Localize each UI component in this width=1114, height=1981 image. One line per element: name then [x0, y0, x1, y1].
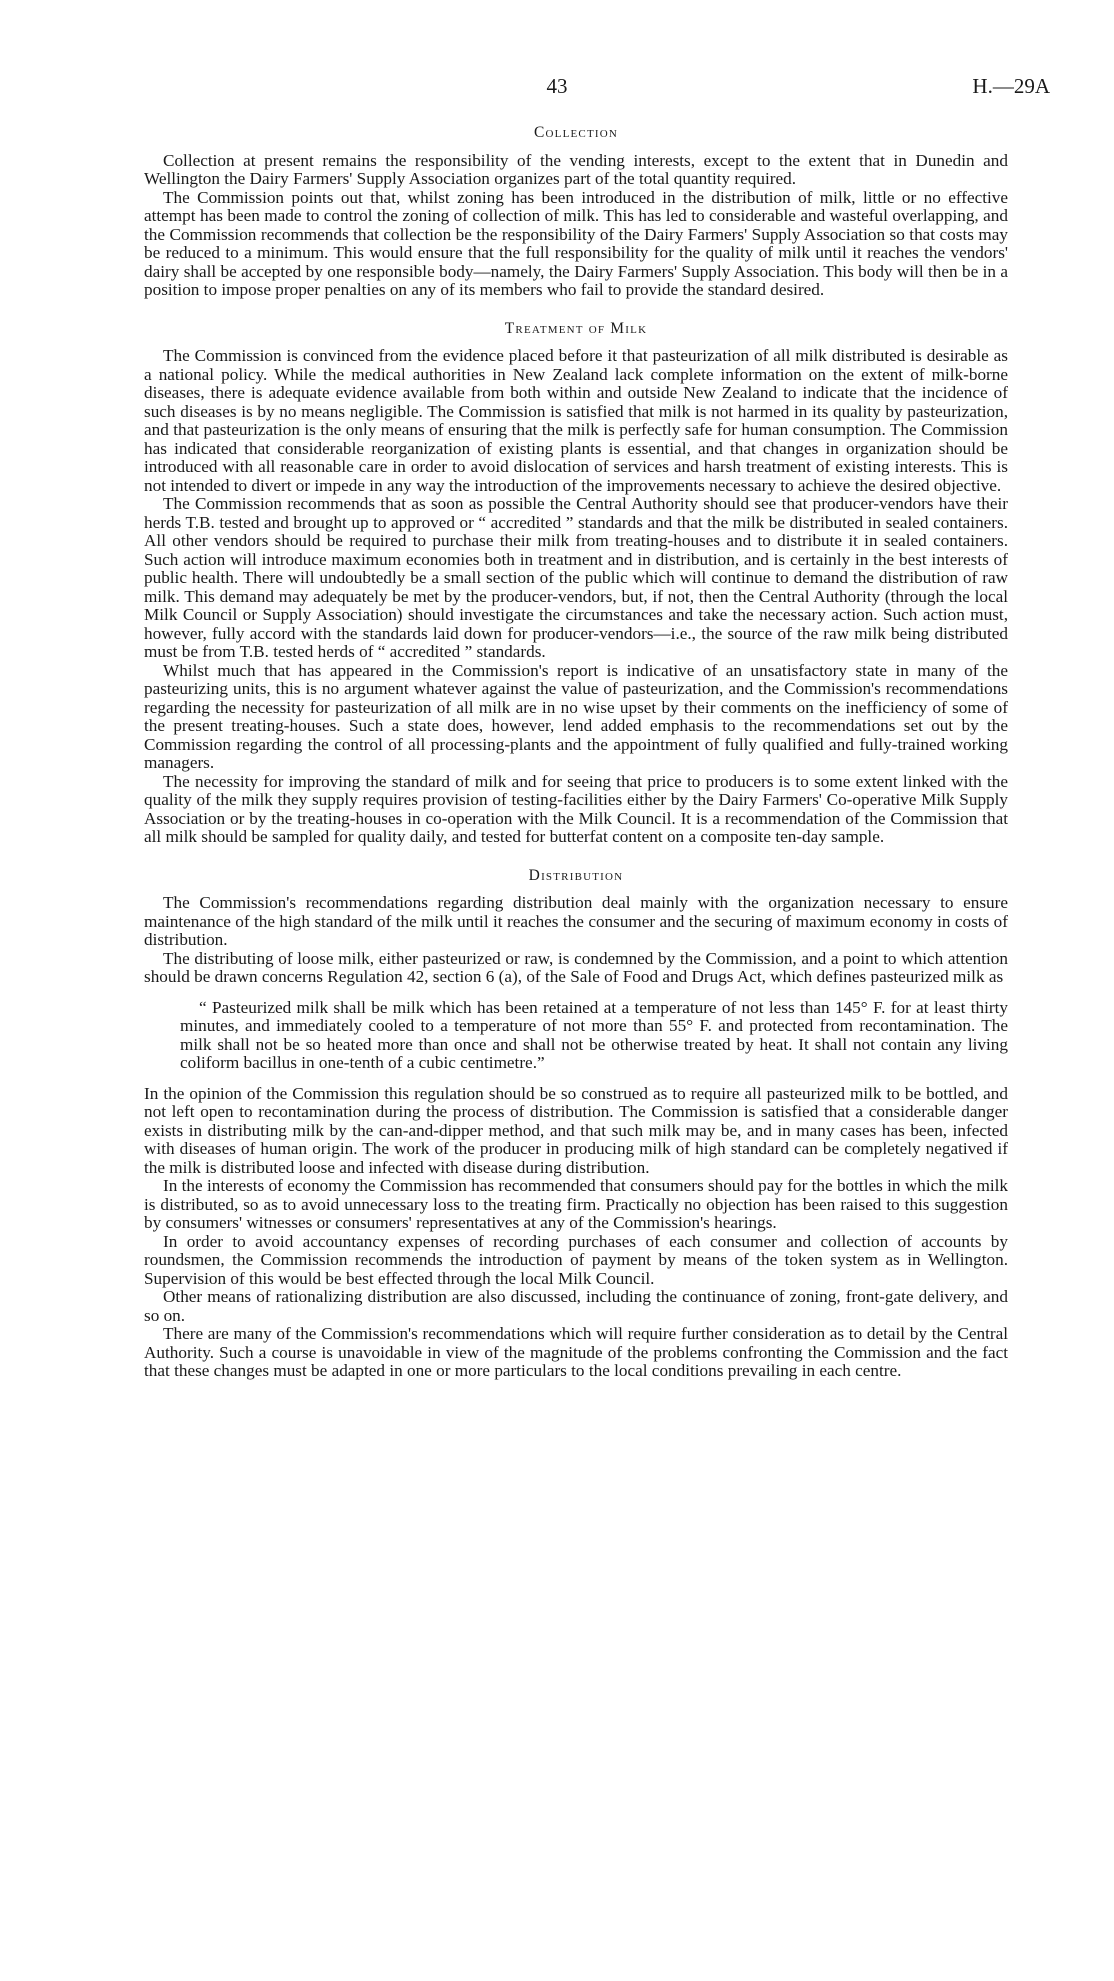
paragraph: The distributing of loose milk, either pasteurized or raw, is condemned by the Commission, and a point to which attention should be drawn concerns Regulation 42, section 6 (a), of the Sale of Food and Drugs Act, which defines pasteurized milk as [144, 948, 1008, 986]
regulation-quote [180, 999, 1008, 1073]
paragraph: There are many of the Commission's recommendations which will require further consideration as to detail by the Central Authority. Such a course is unavoidable in view of the magnitude of the problems confronting the Commission and the fact that these changes must be adapted in one or more particulars to the local conditions prevailing in each centre. [144, 1324, 1008, 1380]
quote-text: “ Pasteurized milk shall be milk which has been retained at a temperature of not less than 145° F. for at least thirty minutes, and immediately cooled to a temperature of not more than 55° F. and protected from recontamination. The milk shall not be so heated more than once and shall not be otherwise treated by heat. It shall not contain any living coliform bacillus in one-tenth of a cubic centimetre.” [180, 997, 1008, 1072]
paragraph: In the interests of economy the Commission has recommended that consumers should pay for the bottles in which the milk is distributed, so as to avoid unnecessary loss to the treating firm. Practically no objection has been raised to this suggestion by consumers' witnesses or consumers' representatives at any of the Commission's hearings. [144, 1176, 1008, 1232]
page-number: 43 [546, 74, 568, 98]
paragraph: The Commission points out that, whilst zoning has been introduced in the distribution of milk, little or no effective attempt has been made to control the zoning of collection of milk. This has led to considerable and wasteful overlapping, and the Commission recommends that collection be the responsibility of the Dairy Farmers' Supply Association so that costs may be reduced to a minimum. This would ensure that the full responsibility for the quality of milk until it reaches the vendors' dairy shall be accepted by one responsible body—namely, the Dairy Farmers' Supply Association. This body will then be in a position to impose proper penalties on any of its members who fail to provide the standard desired. [144, 187, 1008, 299]
paragraph: Other means of rationalizing distribution are also discussed, including the continuance of zoning, front-gate delivery, and so on. [144, 1287, 1008, 1325]
section-treatment-of-milk [144, 320, 1008, 847]
paragraph: The necessity for improving the standard of milk and for seeing that price to producers is to some extent linked with the quality of the milk they supply requires provision of testing-facilities either by the Dairy Farmers' Co-operative Milk Supply Association or by the treating-houses in co-operation with the Milk Council. It is a recommendation of the Commission that all milk should be sampled for quality daily, and tested for butterfat content on a composite ten-day sample. [144, 771, 1008, 846]
paragraph: Collection at present remains the responsibility of the vending interests, except to the extent that in Dunedin and Wellington the Dairy Farmers' Supply Association organizes part of the total quantity required. [144, 150, 1008, 188]
paragraph: The Commission recommends that as soon as possible the Central Authority should see that producer-vendors have their herds T.B. tested and brought up to approved or “ accredited ” standards and that the milk be distributed in sealed containers. All other vendors should be required to purchase their milk from treating-houses and to distribute it in sealed containers. Such action will introduce maximum economies both in treatment and in distribution, and is certainly in the best interests of public health. There will undoubtedly be a small section of the public which will continue to demand the distribution of raw milk. This demand may adequately be met by the producer-vendors, but, if not, then the Central Authority (through the local Milk Council or Supply Association) should investigate the circumstances and take the necessary action. Such action must, however, fully accord with the standards laid down for producer-vendors—i.e., the source of the raw milk being distributed must be from T.B. tested herds of “ accredited ” standards. [144, 494, 1008, 661]
section-heading: Distribution [528, 866, 624, 884]
document-reference: H.—29A [972, 74, 1050, 98]
paragraph: Whilst much that has appeared in the Commission's report is indicative of an unsatisfactory state in many of the pasteurizing units, this is no argument whatever against the value of pasteurization, and the Commission's recommendations regarding the necessity for pasteurization of all milk are in no wise upset by their comments on the inefficiency of some of the present treating-houses. Such a state does, however, lend added emphasis to the recommendations set out by the Commission regarding the control of all processing-plants and the appointment of fully qualified and fully-trained working managers. [144, 660, 1008, 772]
page-body [144, 124, 1008, 1381]
section-collection [144, 124, 1008, 300]
paragraph: The Commission's recommendations regarding distribution deal mainly with the organization necessary to ensure maintenance of the high standard of the milk until it reaches the consumer and the securing of maximum economy in costs of distribution. [144, 893, 1008, 949]
paragraph: In the opinion of the Commission this regulation should be so construed as to require all pasteurized milk to be bottled, and not left open to recontamination during the process of distribution. The Commission is satisfied that a considerable danger exists in distributing milk by the can-and-dipper method, and that such milk may be, and in many cases has been, infected with diseases of human origin. The work of the producer in producing milk of high standard can be completely negatived if the milk is distributed loose and infected with disease during distribution. [144, 1083, 1008, 1177]
section-distribution [144, 867, 1008, 1381]
paragraph: In order to avoid accountancy expenses of recording purchases of each consumer and collection of accounts by roundsmen, the Commission recommends the introduction of payment by means of the token system as in Wellington. Supervision of this would be best effected through the local Milk Council. [144, 1231, 1008, 1288]
paragraph: The Commission is convinced from the evidence placed before it that pasteurization of all milk distributed is desirable as a national policy. While the medical authorities in New Zealand lack complete information on the extent of milk-borne diseases, there is adequate evidence available from both within and outside New Zealand to indicate that the incidence of such diseases is by no means negligible. The Commission is satisfied that milk is not harmed in its quality by pasteurization, and that pasteurization is the only means of ensuring that the milk is perfectly safe for human consumption. The Commission has indicated that considerable reorganization of existing plants is essential, and that changes in organization should be introduced with all reasonable care in order to avoid dislocation of services and harsh treatment of existing interests. This is not intended to divert or impede in any way the introduction of the improvements necessary to achieve the desired objective. [144, 346, 1008, 495]
section-heading: Treatment of Milk [504, 319, 648, 337]
section-heading: Collection [533, 124, 619, 141]
